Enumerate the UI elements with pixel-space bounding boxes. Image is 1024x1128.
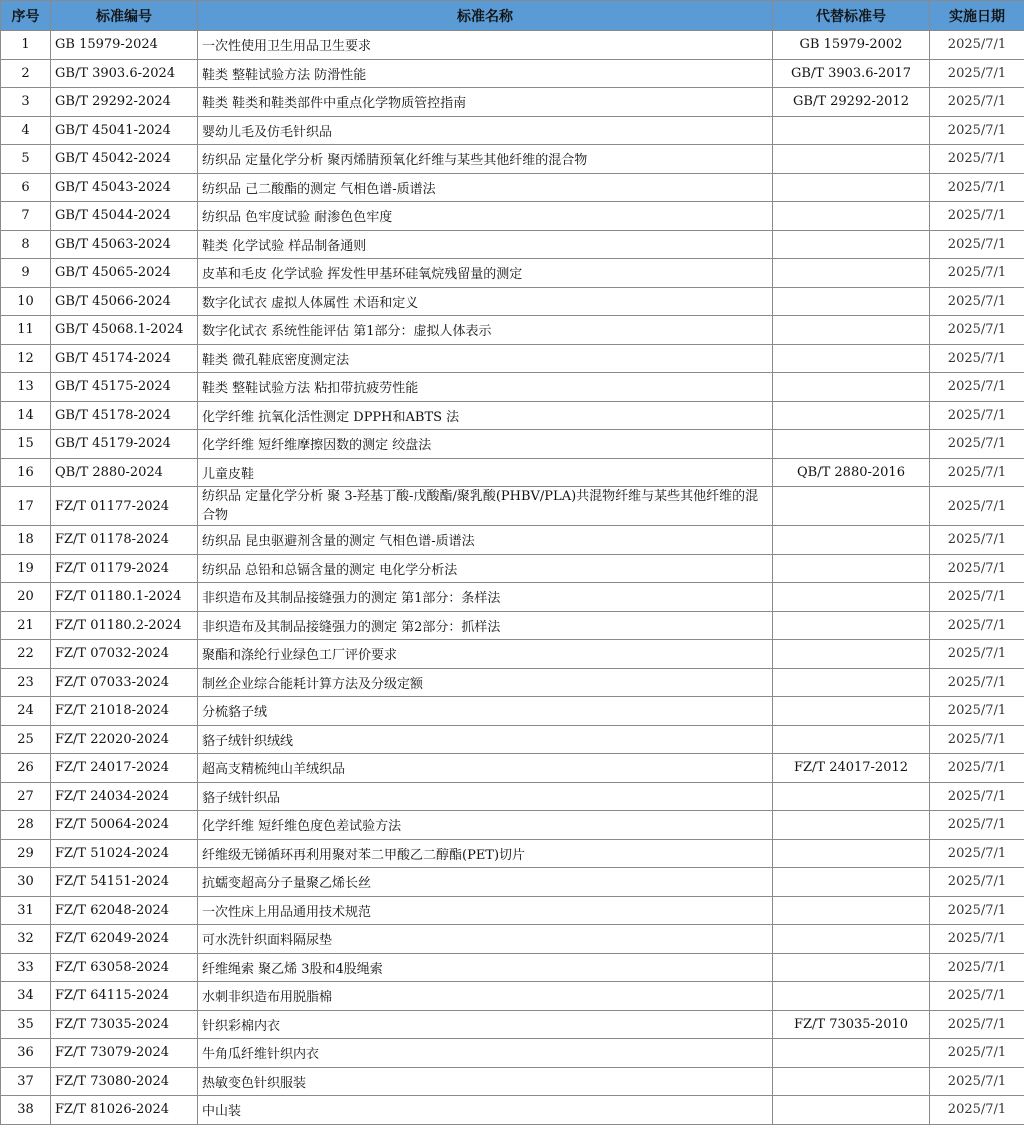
cell-index: 38: [1, 1096, 51, 1125]
table-row: [1, 697, 1024, 726]
table-row: [1, 1039, 1024, 1068]
cell-standard-code: FZ/T 01178-2024: [51, 526, 198, 555]
cell-standard-code: FZ/T 24017-2024: [51, 754, 198, 783]
cell-replaced-standard: [773, 430, 930, 459]
cell-standard-code: GB/T 45174-2024: [51, 344, 198, 373]
cell-replaced-standard: FZ/T 73035-2010: [773, 1010, 930, 1039]
cell-effective-date: 2025/7/1: [930, 373, 1024, 402]
cell-standard-code: FZ/T 50064-2024: [51, 811, 198, 840]
cell-standard-name: 化学纤维 短纤维摩擦因数的测定 绞盘法: [198, 430, 773, 459]
cell-replaced-standard: [773, 668, 930, 697]
cell-effective-date: 2025/7/1: [930, 953, 1024, 982]
table-row: [1, 88, 1024, 117]
cell-index: 26: [1, 754, 51, 783]
table-row: [1, 458, 1024, 487]
header-effective-date: 实施日期: [930, 1, 1024, 31]
table-row: [1, 230, 1024, 259]
cell-effective-date: 2025/7/1: [930, 668, 1024, 697]
cell-effective-date: 2025/7/1: [930, 982, 1024, 1011]
cell-standard-name: 化学纤维 抗氧化活性测定 DPPH和ABTS 法: [198, 401, 773, 430]
table-row: [1, 1067, 1024, 1096]
cell-standard-code: FZ/T 63058-2024: [51, 953, 198, 982]
cell-standard-code: FZ/T 01177-2024: [51, 487, 198, 526]
cell-index: 18: [1, 526, 51, 555]
cell-standard-code: QB/T 2880-2024: [51, 458, 198, 487]
cell-standard-name: 纺织品 定量化学分析 聚 3-羟基丁酸-戊酸酯/聚乳酸(PHBV/PLA)共混物纤维与某些其他纤维的混合物: [198, 487, 773, 526]
cell-index: 17: [1, 487, 51, 526]
table-row: [1, 202, 1024, 231]
cell-effective-date: 2025/7/1: [930, 1067, 1024, 1096]
cell-standard-name: 热敏变色针织服装: [198, 1067, 773, 1096]
cell-standard-name: 数字化试衣 系统性能评估 第1部分：虚拟人体表示: [198, 316, 773, 345]
table-row: [1, 116, 1024, 145]
table-row: [1, 583, 1024, 612]
cell-standard-name: 聚酯和涤纶行业绿色工厂评价要求: [198, 640, 773, 669]
cell-standard-name: 可水洗针织面料隔尿垫: [198, 925, 773, 954]
cell-standard-code: GB/T 45042-2024: [51, 145, 198, 174]
cell-replaced-standard: [773, 583, 930, 612]
cell-replaced-standard: [773, 554, 930, 583]
cell-replaced-standard: GB 15979-2002: [773, 31, 930, 60]
cell-replaced-standard: GB/T 3903.6-2017: [773, 59, 930, 88]
cell-effective-date: 2025/7/1: [930, 287, 1024, 316]
cell-standard-code: GB/T 45041-2024: [51, 116, 198, 145]
cell-effective-date: 2025/7/1: [930, 754, 1024, 783]
cell-index: 23: [1, 668, 51, 697]
cell-index: 34: [1, 982, 51, 1011]
cell-replaced-standard: [773, 230, 930, 259]
cell-standard-code: FZ/T 24034-2024: [51, 782, 198, 811]
cell-index: 11: [1, 316, 51, 345]
cell-standard-code: FZ/T 51024-2024: [51, 839, 198, 868]
table-row: [1, 401, 1024, 430]
cell-effective-date: 2025/7/1: [930, 839, 1024, 868]
cell-standard-name: 鞋类 微孔鞋底密度测定法: [198, 344, 773, 373]
cell-effective-date: 2025/7/1: [930, 1010, 1024, 1039]
cell-index: 31: [1, 896, 51, 925]
cell-index: 22: [1, 640, 51, 669]
cell-replaced-standard: [773, 925, 930, 954]
cell-replaced-standard: [773, 526, 930, 555]
cell-standard-code: GB/T 45066-2024: [51, 287, 198, 316]
cell-effective-date: 2025/7/1: [930, 925, 1024, 954]
cell-standard-name: 皮革和毛皮 化学试验 挥发性甲基环硅氧烷残留量的测定: [198, 259, 773, 288]
cell-index: 37: [1, 1067, 51, 1096]
cell-effective-date: 2025/7/1: [930, 173, 1024, 202]
cell-effective-date: 2025/7/1: [930, 640, 1024, 669]
table-row: [1, 31, 1024, 60]
table-row: [1, 554, 1024, 583]
cell-index: 5: [1, 145, 51, 174]
cell-standard-code: GB/T 45068.1-2024: [51, 316, 198, 345]
header-index: 序号: [1, 1, 51, 31]
cell-replaced-standard: [773, 259, 930, 288]
header-replaced: 代替标准号: [773, 1, 930, 31]
cell-effective-date: 2025/7/1: [930, 88, 1024, 117]
cell-index: 8: [1, 230, 51, 259]
cell-standard-code: GB/T 45044-2024: [51, 202, 198, 231]
cell-replaced-standard: [773, 953, 930, 982]
cell-replaced-standard: QB/T 2880-2016: [773, 458, 930, 487]
cell-effective-date: 2025/7/1: [930, 202, 1024, 231]
cell-standard-name: 貉子绒针织绒线: [198, 725, 773, 754]
table-body: [1, 31, 1024, 1125]
header-code: 标准编号: [51, 1, 198, 31]
cell-standard-code: GB/T 45178-2024: [51, 401, 198, 430]
cell-standard-code: FZ/T 73079-2024: [51, 1039, 198, 1068]
cell-standard-name: 鞋类 化学试验 样品制备通则: [198, 230, 773, 259]
cell-replaced-standard: FZ/T 24017-2012: [773, 754, 930, 783]
cell-effective-date: 2025/7/1: [930, 583, 1024, 612]
cell-replaced-standard: [773, 811, 930, 840]
cell-standard-code: GB/T 3903.6-2024: [51, 59, 198, 88]
table-row: [1, 982, 1024, 1011]
cell-standard-name: 貉子绒针织品: [198, 782, 773, 811]
cell-replaced-standard: [773, 316, 930, 345]
cell-standard-code: GB 15979-2024: [51, 31, 198, 60]
cell-standard-name: 非织造布及其制品接缝强力的测定 第2部分：抓样法: [198, 611, 773, 640]
cell-standard-code: FZ/T 62048-2024: [51, 896, 198, 925]
table-row: [1, 259, 1024, 288]
cell-standard-name: 纺织品 总铅和总镉含量的测定 电化学分析法: [198, 554, 773, 583]
table-row: [1, 59, 1024, 88]
cell-standard-name: 纺织品 色牢度试验 耐渗色色牢度: [198, 202, 773, 231]
cell-standard-name: 数字化试衣 虚拟人体属性 术语和定义: [198, 287, 773, 316]
table-row: [1, 373, 1024, 402]
table-row: [1, 725, 1024, 754]
cell-standard-name: 鞋类 整鞋试验方法 防滑性能: [198, 59, 773, 88]
table-row: [1, 925, 1024, 954]
cell-replaced-standard: [773, 173, 930, 202]
cell-index: 28: [1, 811, 51, 840]
cell-standard-code: FZ/T 07033-2024: [51, 668, 198, 697]
cell-standard-name: 鞋类 整鞋试验方法 粘扣带抗疲劳性能: [198, 373, 773, 402]
cell-index: 2: [1, 59, 51, 88]
cell-standard-name: 非织造布及其制品接缝强力的测定 第1部分：条样法: [198, 583, 773, 612]
cell-replaced-standard: GB/T 29292-2012: [773, 88, 930, 117]
cell-standard-name: 纺织品 己二酸酯的测定 气相色谱-质谱法: [198, 173, 773, 202]
table-row: [1, 782, 1024, 811]
cell-standard-name: 中山装: [198, 1096, 773, 1125]
cell-standard-name: 婴幼儿毛及仿毛针织品: [198, 116, 773, 145]
table-row: [1, 896, 1024, 925]
cell-replaced-standard: [773, 287, 930, 316]
cell-index: 30: [1, 868, 51, 897]
cell-standard-name: 分梳貉子绒: [198, 697, 773, 726]
header-name: 标准名称: [198, 1, 773, 31]
cell-index: 21: [1, 611, 51, 640]
cell-standard-name: 纤维绳索 聚乙烯 3股和4股绳索: [198, 953, 773, 982]
cell-effective-date: 2025/7/1: [930, 868, 1024, 897]
cell-effective-date: 2025/7/1: [930, 344, 1024, 373]
cell-index: 4: [1, 116, 51, 145]
cell-index: 29: [1, 839, 51, 868]
cell-standard-name: 儿童皮鞋: [198, 458, 773, 487]
cell-effective-date: 2025/7/1: [930, 59, 1024, 88]
cell-index: 16: [1, 458, 51, 487]
cell-replaced-standard: [773, 1096, 930, 1125]
cell-index: 7: [1, 202, 51, 231]
cell-replaced-standard: [773, 145, 930, 174]
table-row: [1, 953, 1024, 982]
cell-standard-code: FZ/T 01179-2024: [51, 554, 198, 583]
cell-effective-date: 2025/7/1: [930, 116, 1024, 145]
cell-index: 33: [1, 953, 51, 982]
cell-standard-code: FZ/T 81026-2024: [51, 1096, 198, 1125]
cell-standard-code: GB/T 45175-2024: [51, 373, 198, 402]
cell-index: 20: [1, 583, 51, 612]
table-row: [1, 145, 1024, 174]
cell-standard-code: FZ/T 21018-2024: [51, 697, 198, 726]
cell-standard-name: 纤维级无锑循环再利用聚对苯二甲酸乙二醇酯(PET)切片: [198, 839, 773, 868]
cell-index: 27: [1, 782, 51, 811]
cell-effective-date: 2025/7/1: [930, 725, 1024, 754]
cell-standard-code: GB/T 29292-2024: [51, 88, 198, 117]
cell-standard-name: 牛角瓜纤维针织内衣: [198, 1039, 773, 1068]
cell-effective-date: 2025/7/1: [930, 230, 1024, 259]
cell-standard-code: FZ/T 22020-2024: [51, 725, 198, 754]
cell-effective-date: 2025/7/1: [930, 811, 1024, 840]
cell-standard-name: 纺织品 昆虫驱避剂含量的测定 气相色谱-质谱法: [198, 526, 773, 555]
cell-standard-code: FZ/T 64115-2024: [51, 982, 198, 1011]
cell-replaced-standard: [773, 344, 930, 373]
cell-standard-name: 超高支精梳纯山羊绒织品: [198, 754, 773, 783]
cell-standard-name: 纺织品 定量化学分析 聚丙烯腈预氧化纤维与某些其他纤维的混合物: [198, 145, 773, 174]
cell-effective-date: 2025/7/1: [930, 526, 1024, 555]
cell-standard-name: 制丝企业综合能耗计算方法及分级定额: [198, 668, 773, 697]
cell-index: 36: [1, 1039, 51, 1068]
cell-replaced-standard: [773, 116, 930, 145]
header-row: [1, 1, 1024, 31]
cell-effective-date: 2025/7/1: [930, 31, 1024, 60]
cell-replaced-standard: [773, 640, 930, 669]
cell-effective-date: 2025/7/1: [930, 458, 1024, 487]
cell-replaced-standard: [773, 896, 930, 925]
cell-standard-code: GB/T 45065-2024: [51, 259, 198, 288]
table-row: [1, 430, 1024, 459]
cell-index: 19: [1, 554, 51, 583]
cell-replaced-standard: [773, 782, 930, 811]
cell-index: 10: [1, 287, 51, 316]
cell-effective-date: 2025/7/1: [930, 487, 1024, 526]
cell-standard-name: 一次性使用卫生用品卫生要求: [198, 31, 773, 60]
cell-replaced-standard: [773, 611, 930, 640]
cell-effective-date: 2025/7/1: [930, 782, 1024, 811]
cell-replaced-standard: [773, 697, 930, 726]
cell-replaced-standard: [773, 725, 930, 754]
cell-index: 1: [1, 31, 51, 60]
cell-effective-date: 2025/7/1: [930, 611, 1024, 640]
cell-standard-code: FZ/T 54151-2024: [51, 868, 198, 897]
table-row: [1, 754, 1024, 783]
cell-standard-name: 水刺非织造布用脱脂棉: [198, 982, 773, 1011]
cell-replaced-standard: [773, 202, 930, 231]
cell-effective-date: 2025/7/1: [930, 145, 1024, 174]
cell-effective-date: 2025/7/1: [930, 1096, 1024, 1125]
cell-index: 32: [1, 925, 51, 954]
cell-effective-date: 2025/7/1: [930, 401, 1024, 430]
cell-standard-code: FZ/T 62049-2024: [51, 925, 198, 954]
cell-effective-date: 2025/7/1: [930, 1039, 1024, 1068]
cell-standard-code: FZ/T 73080-2024: [51, 1067, 198, 1096]
cell-standard-code: GB/T 45043-2024: [51, 173, 198, 202]
cell-standard-code: GB/T 45063-2024: [51, 230, 198, 259]
cell-index: 6: [1, 173, 51, 202]
table-row: [1, 487, 1024, 526]
cell-index: 24: [1, 697, 51, 726]
cell-standard-name: 化学纤维 短纤维色度色差试验方法: [198, 811, 773, 840]
cell-standard-code: FZ/T 01180.1-2024: [51, 583, 198, 612]
table-row: [1, 526, 1024, 555]
cell-replaced-standard: [773, 487, 930, 526]
cell-standard-name: 抗蠕变超高分子量聚乙烯长丝: [198, 868, 773, 897]
table-row: [1, 316, 1024, 345]
cell-effective-date: 2025/7/1: [930, 554, 1024, 583]
cell-effective-date: 2025/7/1: [930, 430, 1024, 459]
table-row: [1, 344, 1024, 373]
cell-standard-code: GB/T 45179-2024: [51, 430, 198, 459]
cell-standard-code: FZ/T 01180.2-2024: [51, 611, 198, 640]
cell-index: 14: [1, 401, 51, 430]
table-row: [1, 1010, 1024, 1039]
cell-index: 35: [1, 1010, 51, 1039]
cell-index: 12: [1, 344, 51, 373]
cell-replaced-standard: [773, 982, 930, 1011]
cell-replaced-standard: [773, 868, 930, 897]
cell-replaced-standard: [773, 839, 930, 868]
cell-effective-date: 2025/7/1: [930, 697, 1024, 726]
cell-index: 9: [1, 259, 51, 288]
table-row: [1, 640, 1024, 669]
cell-index: 15: [1, 430, 51, 459]
table-row: [1, 1096, 1024, 1125]
cell-replaced-standard: [773, 1039, 930, 1068]
table-row: [1, 287, 1024, 316]
cell-standard-name: 针织彩棉内衣: [198, 1010, 773, 1039]
cell-replaced-standard: [773, 373, 930, 402]
table-row: [1, 868, 1024, 897]
cell-replaced-standard: [773, 1067, 930, 1096]
cell-index: 25: [1, 725, 51, 754]
cell-standard-name: 一次性床上用品通用技术规范: [198, 896, 773, 925]
table-row: [1, 668, 1024, 697]
cell-effective-date: 2025/7/1: [930, 316, 1024, 345]
cell-standard-code: FZ/T 73035-2024: [51, 1010, 198, 1039]
table-row: [1, 173, 1024, 202]
cell-effective-date: 2025/7/1: [930, 896, 1024, 925]
cell-index: 13: [1, 373, 51, 402]
cell-effective-date: 2025/7/1: [930, 259, 1024, 288]
cell-standard-name: 鞋类 鞋类和鞋类部件中重点化学物质管控指南: [198, 88, 773, 117]
cell-index: 3: [1, 88, 51, 117]
table-row: [1, 839, 1024, 868]
cell-replaced-standard: [773, 401, 930, 430]
cell-standard-code: FZ/T 07032-2024: [51, 640, 198, 669]
table-row: [1, 811, 1024, 840]
table-row: [1, 611, 1024, 640]
